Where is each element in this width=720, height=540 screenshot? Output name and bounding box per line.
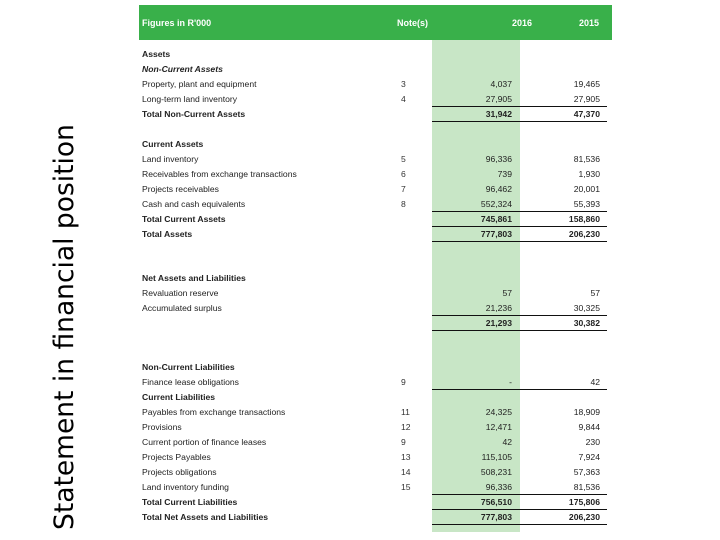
row-value-2016: 745,861 bbox=[480, 214, 512, 224]
table-row bbox=[139, 480, 609, 494]
table-row bbox=[139, 465, 609, 479]
row-label: Current portion of finance leases bbox=[142, 437, 267, 447]
row-value-2015: 19,465 bbox=[573, 79, 600, 89]
row-value-2015: 27,905 bbox=[573, 94, 600, 104]
row-note: 9 bbox=[401, 437, 406, 447]
row-note: 3 bbox=[401, 79, 406, 89]
row-value-2015: 1,930 bbox=[578, 169, 600, 179]
row-note: 7 bbox=[401, 184, 406, 194]
table-row bbox=[139, 510, 609, 524]
row-label: Total Current Liabilities bbox=[142, 497, 238, 507]
table-row bbox=[139, 92, 609, 106]
row-value-2016: - bbox=[509, 377, 512, 387]
total-rule-line bbox=[432, 524, 607, 525]
row-value-2016: 96,336 bbox=[485, 482, 512, 492]
row-note: 15 bbox=[401, 482, 411, 492]
table-row bbox=[139, 152, 609, 166]
row-value-2015: 57,363 bbox=[573, 467, 600, 477]
slide-title: Statement in financial position bbox=[49, 124, 80, 530]
row-value-2016: 96,462 bbox=[485, 184, 512, 194]
row-label: Land inventory funding bbox=[142, 482, 229, 492]
row-label: Projects obligations bbox=[142, 467, 217, 477]
table-row bbox=[139, 197, 609, 211]
row-value-2015: 175,806 bbox=[568, 497, 600, 507]
table-row bbox=[139, 167, 609, 181]
row-value-2015: 81,536 bbox=[573, 154, 600, 164]
table-row bbox=[139, 286, 609, 300]
row-value-2016: 739 bbox=[497, 169, 512, 179]
table-row bbox=[139, 107, 609, 121]
row-note: 8 bbox=[401, 199, 406, 209]
row-label: Receivables from exchange transactions bbox=[142, 169, 297, 179]
row-note: 6 bbox=[401, 169, 406, 179]
row-label: Cash and cash equivalents bbox=[142, 199, 246, 209]
table-row bbox=[139, 271, 609, 285]
row-value-2016: 96,336 bbox=[485, 154, 512, 164]
row-value-2016: 552,324 bbox=[480, 199, 512, 209]
row-value-2015: 230 bbox=[585, 437, 600, 447]
row-label: Total Net Assets and Liabilities bbox=[142, 512, 269, 522]
row-label: Current Assets bbox=[142, 139, 204, 149]
table-row bbox=[139, 435, 609, 449]
row-value-2016: 777,803 bbox=[480, 512, 512, 522]
row-value-2016: 115,105 bbox=[481, 452, 512, 462]
table-row bbox=[139, 360, 609, 374]
table-row bbox=[139, 227, 609, 241]
row-value-2016: 4,037 bbox=[490, 79, 512, 89]
table-row bbox=[139, 62, 609, 76]
row-note: 9 bbox=[401, 377, 406, 387]
table-row bbox=[139, 77, 609, 91]
row-value-2016: 777,803 bbox=[480, 229, 512, 239]
row-value-2016: 508,231 bbox=[480, 467, 512, 477]
row-label: Accumulated surplus bbox=[142, 303, 222, 313]
total-rule-line bbox=[432, 106, 607, 107]
row-label: Total Assets bbox=[142, 229, 193, 239]
row-value-2015: 7,924 bbox=[578, 452, 600, 462]
total-rule-line bbox=[432, 211, 607, 212]
row-note: 12 bbox=[401, 422, 411, 432]
total-rule-line bbox=[432, 389, 607, 390]
row-value-2016: 21,293 bbox=[485, 318, 512, 328]
total-rule-line bbox=[432, 315, 607, 316]
row-label: Revaluation reserve bbox=[142, 288, 219, 298]
row-value-2016: 24,325 bbox=[485, 407, 512, 417]
row-value-2015: 206,230 bbox=[568, 229, 600, 239]
row-label: Projects receivables bbox=[142, 184, 219, 194]
table-row bbox=[139, 450, 609, 464]
row-value-2015: 55,393 bbox=[573, 199, 600, 209]
table-row bbox=[139, 420, 609, 434]
row-value-2015: 18,909 bbox=[573, 407, 600, 417]
row-note: 5 bbox=[401, 154, 406, 164]
row-note: 13 bbox=[401, 452, 411, 462]
row-value-2016: 27,905 bbox=[485, 94, 512, 104]
total-rule-line bbox=[432, 330, 607, 331]
row-value-2015: 42 bbox=[590, 377, 600, 387]
row-label: Total Non-Current Assets bbox=[142, 109, 246, 119]
row-value-2016: 31,942 bbox=[485, 109, 512, 119]
row-label: Assets bbox=[142, 49, 171, 59]
row-value-2015: 206,230 bbox=[568, 512, 600, 522]
header-figures-label: Figures in R'000 bbox=[142, 18, 212, 28]
total-rule-line bbox=[432, 494, 607, 495]
row-value-2016: 57 bbox=[502, 288, 512, 298]
row-value-2015: 20,001 bbox=[573, 184, 600, 194]
header-year-2016: 2016 bbox=[511, 18, 532, 28]
row-value-2016: 756,510 bbox=[480, 497, 512, 507]
row-label: Non-Current Assets bbox=[142, 64, 223, 74]
total-rule-line bbox=[432, 121, 607, 122]
table-header bbox=[139, 5, 612, 40]
row-value-2015: 30,382 bbox=[573, 318, 600, 328]
table-row bbox=[139, 301, 609, 315]
table-row bbox=[139, 212, 609, 226]
row-label: Payables from exchange transactions bbox=[142, 407, 286, 417]
table-row bbox=[139, 182, 609, 196]
row-note: 4 bbox=[401, 94, 406, 104]
table-row bbox=[139, 375, 609, 389]
header-year-2015: 2015 bbox=[578, 18, 599, 28]
row-value-2015: 30,325 bbox=[573, 303, 600, 313]
row-label: Total Current Assets bbox=[142, 214, 226, 224]
row-value-2015: 47,370 bbox=[573, 109, 600, 119]
table-row bbox=[139, 390, 609, 404]
row-value-2016: 21,236 bbox=[485, 303, 512, 313]
row-label: Land inventory bbox=[142, 154, 199, 164]
row-value-2015: 9,844 bbox=[578, 422, 600, 432]
row-label: Projects Payables bbox=[142, 452, 211, 462]
row-label: Provisions bbox=[142, 422, 182, 432]
row-value-2015: 158,860 bbox=[568, 214, 600, 224]
table-row bbox=[139, 316, 609, 330]
table-row bbox=[139, 495, 609, 509]
financial-position-table bbox=[139, 5, 611, 535]
table-row bbox=[139, 405, 609, 419]
table-row bbox=[139, 137, 609, 151]
row-label: Non-Current Liabilities bbox=[142, 362, 235, 372]
row-note: 14 bbox=[401, 467, 411, 477]
row-value-2015: 57 bbox=[590, 288, 600, 298]
row-value-2015: 81,536 bbox=[573, 482, 600, 492]
row-label: Long-term land inventory bbox=[142, 94, 238, 104]
total-rule-line bbox=[432, 509, 607, 510]
row-value-2016: 42 bbox=[502, 437, 512, 447]
table-row bbox=[139, 47, 609, 61]
row-value-2016: 12,471 bbox=[485, 422, 512, 432]
row-label: Finance lease obligations bbox=[142, 377, 239, 387]
row-label: Property, plant and equipment bbox=[142, 79, 257, 89]
total-rule-line bbox=[432, 241, 607, 242]
row-note: 11 bbox=[401, 407, 410, 417]
row-label: Net Assets and Liabilities bbox=[142, 273, 246, 283]
header-notes: Note(s) bbox=[397, 18, 428, 28]
row-label: Current Liabilities bbox=[142, 392, 216, 402]
total-rule-line bbox=[432, 226, 607, 227]
